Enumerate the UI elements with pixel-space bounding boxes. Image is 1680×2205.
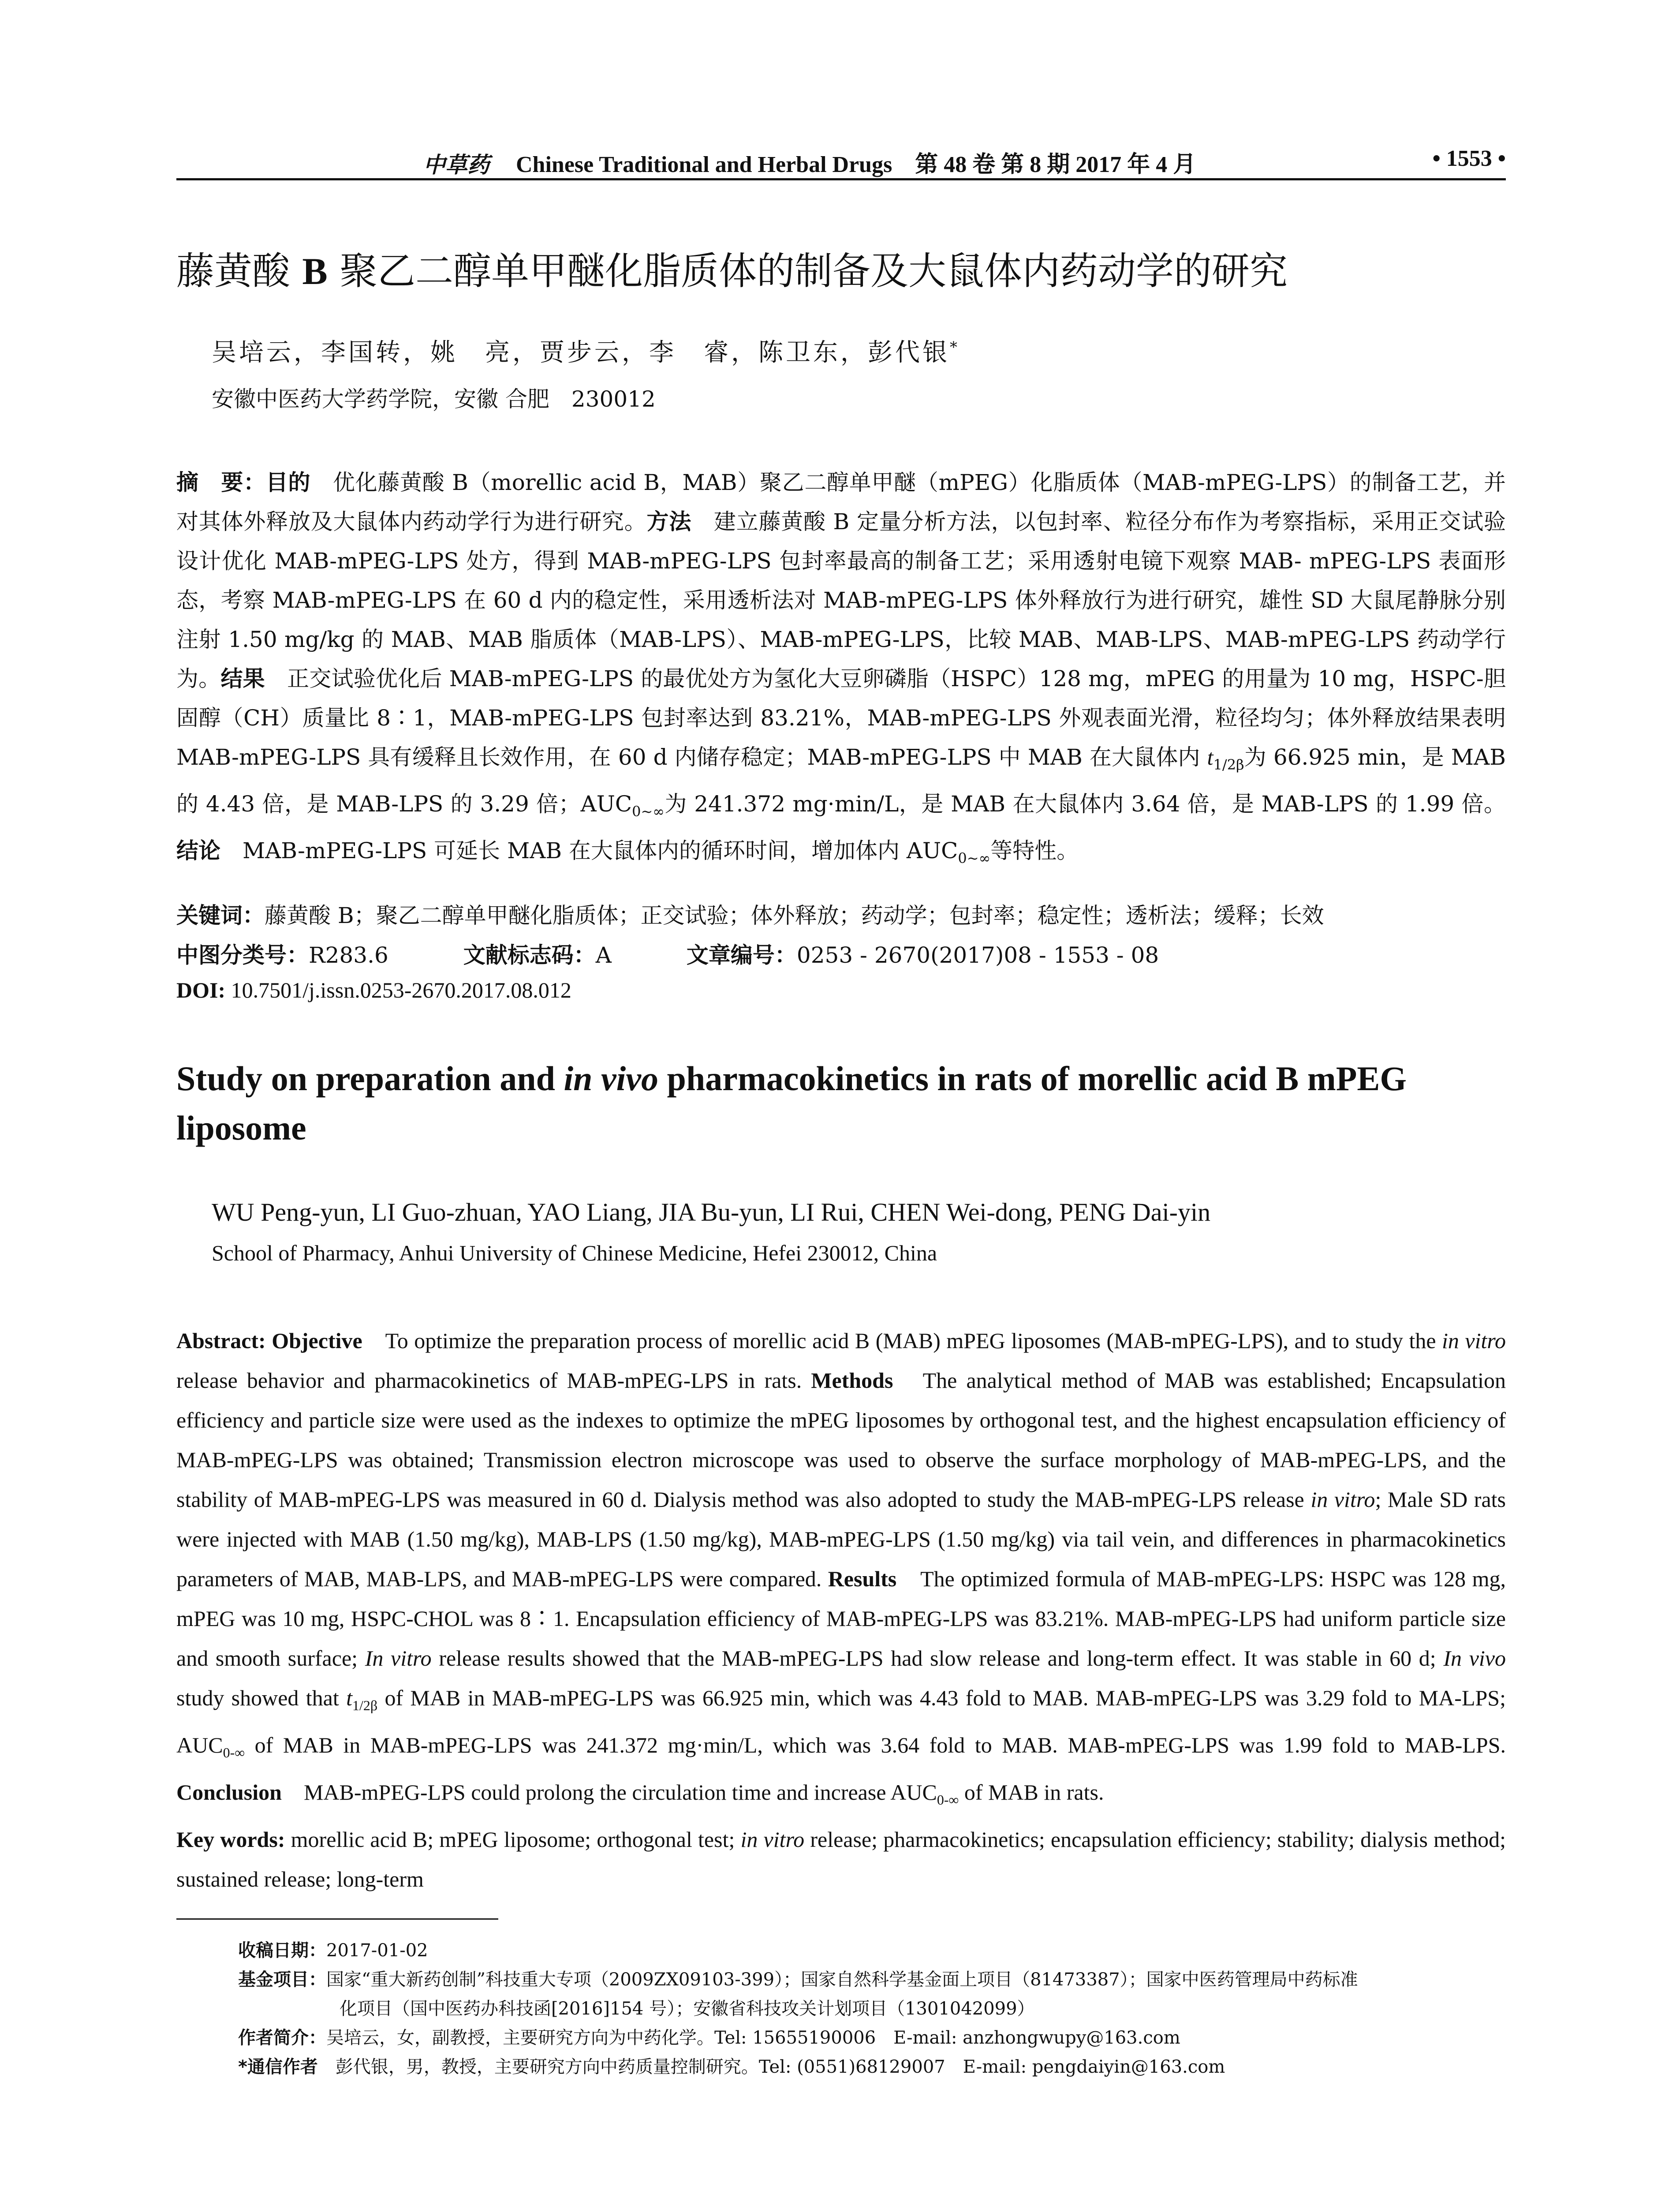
keywords-cn: 关键词：藤黄酸 B；聚乙二醇单甲醚化脂质体；正交试验；体外释放；药动学；包封率；稳定性；透析法；缓释；长效 bbox=[176, 903, 1324, 928]
fund-info: 基金项目：国家“重大新药创制”科技重大专项（2009ZX09103-399）；国家自然科学基金面上项目（81473387）；国家中医药管理局中药标准 bbox=[238, 1970, 1358, 1990]
author-bio: 作者简介：吴培云，女，副教授，主要研究方向为中药化学。Tel: 15655190006 E-mail: anzhongwupy@163.com bbox=[238, 2028, 1180, 2048]
affiliation-cn: 安徽中医药大学药学院，安徽 合肥 230012 bbox=[212, 386, 656, 412]
classification-line: 中图分类号：R283.6 文献标志码：A 文章编号：0253 - 2670(2017)08 - 1553 - 08 bbox=[176, 942, 1159, 968]
affiliation-en: School of Pharmacy, Anhui University of Chinese Medicine, Hefei 230012, China bbox=[212, 1241, 937, 1265]
running-header bbox=[176, 139, 1506, 179]
footnotes bbox=[238, 1936, 1506, 2082]
abstract-cn: 摘 要：目的 优化藤黄酸 B（morellic acid B，MAB）聚乙二醇单甲醚（mPEG）化脂质体（MAB-mPEG-LPS）的制备工艺，并对其体外释放及大鼠体内药动学行为进行研究。方法 建立藤黄酸 B 定量分析方法，以包封率、粒径分布作为考察指标，采用正交试验设计优化 MAB-mPEG-LPS 处方，得到 MAB-mPEG-LPS 包封率最高的制备工艺；采用透射电镜下观察 MAB- mPEG-LPS 表面形态，考察 MAB-mPEG-LPS 在 60 d 内的稳定性，采用透析法对 MAB-mPEG-LPS 体外释放行为进行研究，雄性 SD 大鼠尾静脉分别注射 1.50 mg/kg 的 MAB、MAB 脂质体（MAB-LPS）、MAB-mPEG-LPS，比较 MAB、MAB-LPS、MAB-mPEG-LPS 药动学行为。结果 正交试验优化后 MAB-mPEG-LPS 的最优处方为氢化大豆卵磷脂（HSPC）128 mg，mPEG 的用量为 10 mg，HSPC-胆固醇（CH）质量比 8∶1，MAB-mPEG-LPS 包封率达到 83.21%，MAB-mPEG-LPS 外观表面光滑，粒径均匀；体外释放结果表明 MAB-mPEG-LPS 具有缓释且长效作用，在 60 d 内储存稳定；MAB-mPEG-LPS 中 MAB 在大鼠体内 $t_{1/2\beta}$为 66.925 min，是 MAB 的 4.43 倍，是 MAB-LPS 的 3.29 倍；$AUC_{0\sim\infty}$为 241.372 mg·min/L，是 MAB 在大鼠体内 3.64 倍，是 MAB-LPS 的 1.99 倍。结论 MAB-mPEG-LPS 可延长 MAB 在大鼠体内的循环时间，增加体内 $AUC_{0\sim\infty}$等特性。 bbox=[176, 470, 1506, 867]
corresponding-mark: * bbox=[950, 338, 960, 356]
footnote-divider bbox=[176, 1918, 498, 1920]
authors-en: WU Peng-yun, LI Guo-zhuan, YAO Liang, JIA Bu-yun, LI Rui, CHEN Wei-dong, PENG Dai-yin bbox=[212, 1198, 1211, 1226]
doi-line: DOI: 10.7501/j.issn.0253-2670.2017.08.012 bbox=[176, 978, 571, 1002]
journal-name-cn: 中草药 bbox=[423, 152, 489, 178]
paper-title-en: Study on preparation and in vivo pharmacokinetics in rats of morellic acid B mPEG liposome bbox=[176, 1059, 1407, 1147]
received-date: 收稿日期：2017-01-02 bbox=[238, 1940, 428, 1961]
journal-issue-info: Chinese Traditional and Herbal Drugs 第 48 卷 第 8 期 2017 年 4 月 bbox=[516, 152, 1196, 177]
paper-title-cn: 藤黄酸 B 聚乙二醇单甲醚化脂质体的制备及大鼠体内药动学的研究 bbox=[176, 249, 1288, 293]
keywords-en: Key words: morellic acid B; mPEG liposome; orthogonal test; in vitro release; pharmacokinetics; encapsulation efficiency; stability; dialysis method; sustained release; long-term bbox=[176, 1827, 1506, 1891]
corresponding-author: *通信作者 彭代银，男，教授，主要研究方向中药质量控制研究。Tel: (0551)68129007 E-mail: pengdaiyin@163.com bbox=[238, 2057, 1225, 2077]
abstract-en: Abstract: Objective To optimize the preparation process of morellic acid B (MAB) mPEG liposomes (MAB-mPEG-LPS), and to study the in vitro release behavior and pharmacokinetics of MAB-mPEG-LPS in rats. Methods The analytical method of MAB was established; Encapsulation efficiency and particle size were used as the indexes to optimize the mPEG liposomes by orthogonal test, and the highest encapsulation efficiency of MAB-mPEG-LPS was obtained; Transmission electron microscope was used to observe the surface morphology of MAB-mPEG-LPS, and the stability of MAB-mPEG-LPS was measured in 60 d. Dialysis method was also adopted to study the MAB-mPEG-LPS release in vitro; Male SD rats were injected with MAB (1.50 mg/kg), MAB-LPS (1.50 mg/kg), MAB-mPEG-LPS (1.50 mg/kg) via tail vein, and differences in pharmacokinetics parameters of MAB, MAB-LPS, and MAB-mPEG-LPS were compared. Results The optimized formula of MAB-mPEG-LPS: HSPC was 128 mg, mPEG was 10 mg, HSPC-CHOL was 8∶1. Encapsulation efficiency of MAB-mPEG-LPS was 83.21%. MAB-mPEG-LPS had uniform particle size and smooth surface; In vitro release results showed that the MAB-mPEG-LPS had slow release and long-term effect. It was stable in 60 d; In vivo study showed that $t_{1/2\beta}$ of MAB in MAB-mPEG-LPS was 66.925 min, which was 4.43 fold to MAB. MAB-mPEG-LPS was 3.29 fold to MA-LPS; $AUC_{0-\infty}$ of MAB in MAB-mPEG-LPS was 241.372 mg·min/L, which was 3.64 fold to MAB. MAB-mPEG-LPS was 1.99 fold to MAB-LPS. Conclusion MAB-mPEG-LPS could prolong the circulation time and increase $AUC_{0-\infty}$ of MAB in rats. Key words: morellic acid B; mPEG liposome; orthogonal test; in vitro release; pharmacokinetics; encapsulation efficiency; stability; dialysis method; sustained release; long-term bbox=[176, 1328, 1506, 1891]
header-divider bbox=[176, 178, 1506, 180]
page-number: • 1553 • bbox=[1432, 146, 1506, 171]
fund-info-cont: 化项目（国中医药办科技函[2016]154 号）；安徽省科技攻关计划项目（1301042099） bbox=[340, 1999, 1035, 2019]
authors-cn: 吴培云，李国转，姚 亮，贾步云，李 睿，陈卫东，彭代银* bbox=[212, 338, 960, 367]
